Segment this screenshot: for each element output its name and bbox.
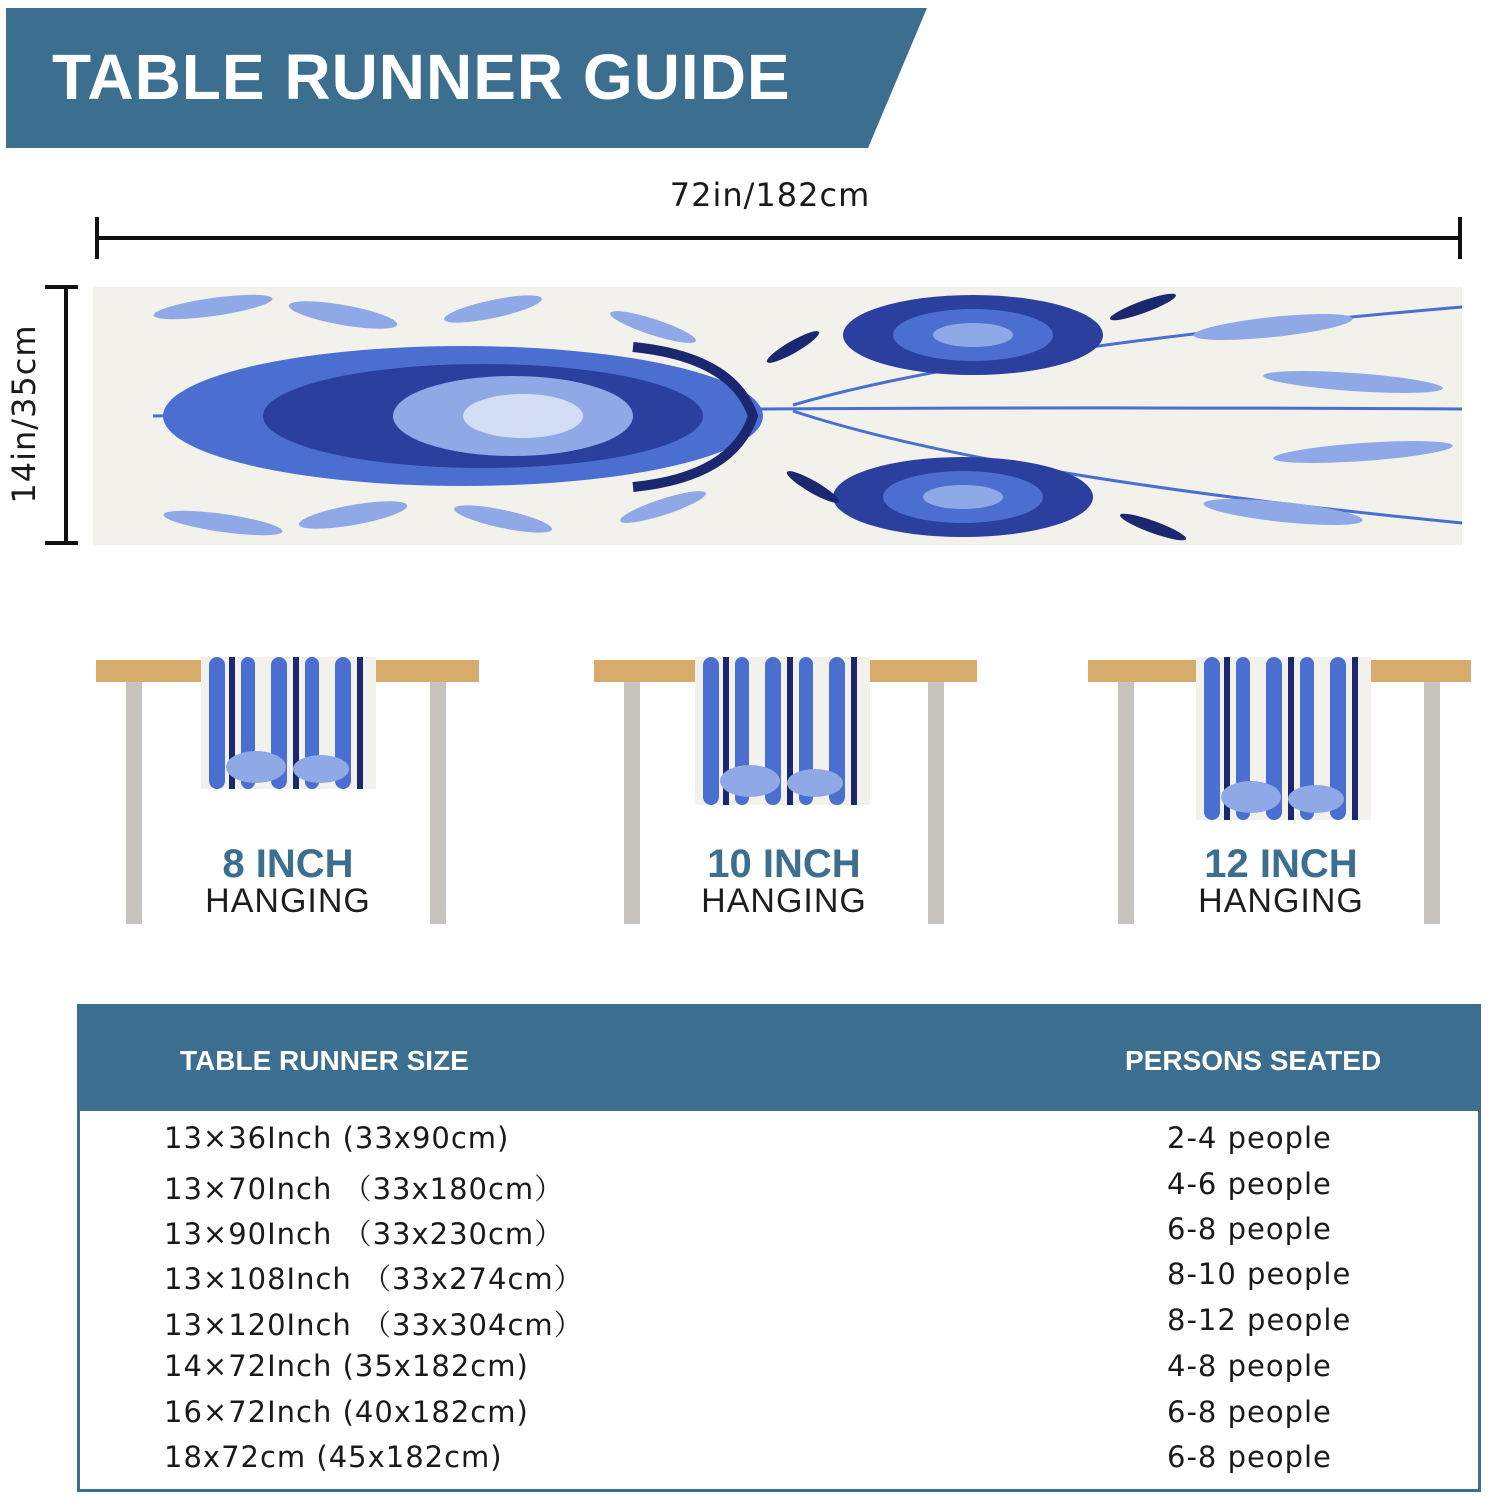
table-row [80, 1395, 1478, 1439]
header-runner-size: TABLE RUNNER SIZE [180, 1045, 469, 1076]
header-persons-seated: PERSONS SEATED [1125, 1045, 1382, 1076]
table-row [80, 1349, 1478, 1393]
table-row [80, 1167, 1478, 1211]
hanging-runner-drape [1196, 657, 1371, 820]
size-cell: 14×72Inch (35x182cm) [164, 1349, 529, 1383]
size-cell: 13×36Inch (33x90cm) [164, 1121, 510, 1155]
size-cell: 13×120Inch （33x304cm） [164, 1308, 584, 1342]
persons-cell: 6-8 people [1167, 1395, 1332, 1429]
page-title: TABLE RUNNER GUIDE [52, 41, 791, 113]
persons-cell: 8-10 people [1167, 1257, 1352, 1291]
runner-pattern-top-flower [843, 295, 1103, 375]
size-cell: 13×70Inch （33x180cm） [164, 1172, 565, 1206]
height-dimension-line [64, 287, 68, 545]
width-dimension-label: 72in/182cm [669, 176, 871, 214]
size-table-header [80, 1007, 1478, 1111]
height-dimension-cap-bottom [45, 541, 78, 545]
width-dimension-line [97, 236, 1462, 240]
table-row [80, 1440, 1478, 1484]
persons-cell: 6-8 people [1167, 1440, 1332, 1474]
size-cell: 16×72Inch (40x182cm) [164, 1395, 529, 1429]
table-row [80, 1303, 1478, 1347]
hanging-word-label: HANGING [205, 882, 371, 920]
width-dimension-cap-left [95, 217, 99, 259]
hanging-word-label: HANGING [701, 882, 867, 920]
size-table [77, 1004, 1481, 1492]
size-cell: 13×90Inch （33x230cm） [164, 1217, 565, 1251]
table-runner-image [93, 287, 1462, 545]
persons-cell: 4-6 people [1167, 1167, 1332, 1201]
runner-pattern-main-flower [163, 346, 763, 487]
hanging-runner-drape [695, 657, 870, 805]
persons-cell: 4-8 people [1167, 1349, 1332, 1383]
table-row [80, 1212, 1478, 1256]
hanging-runner-drape [201, 657, 376, 789]
persons-cell: 2-4 people [1167, 1121, 1332, 1155]
persons-cell: 6-8 people [1167, 1212, 1332, 1246]
table-row [80, 1257, 1478, 1301]
runner-pattern-bottom-flower [833, 457, 1093, 537]
height-dimension-cap-top [45, 285, 78, 289]
table-row [80, 1121, 1478, 1165]
hanging-word-label: HANGING [1198, 882, 1364, 920]
hanging-number-label: 10 INCH [707, 842, 861, 886]
height-dimension-label: 14in/35cm [5, 324, 43, 504]
persons-cell: 8-12 people [1167, 1303, 1352, 1337]
width-dimension-cap-right [1458, 217, 1462, 259]
size-cell: 13×108Inch （33x274cm） [164, 1262, 584, 1296]
hanging-number-label: 8 INCH [222, 842, 354, 886]
size-cell: 18x72cm (45x182cm) [164, 1440, 503, 1474]
hanging-number-label: 12 INCH [1204, 842, 1358, 886]
